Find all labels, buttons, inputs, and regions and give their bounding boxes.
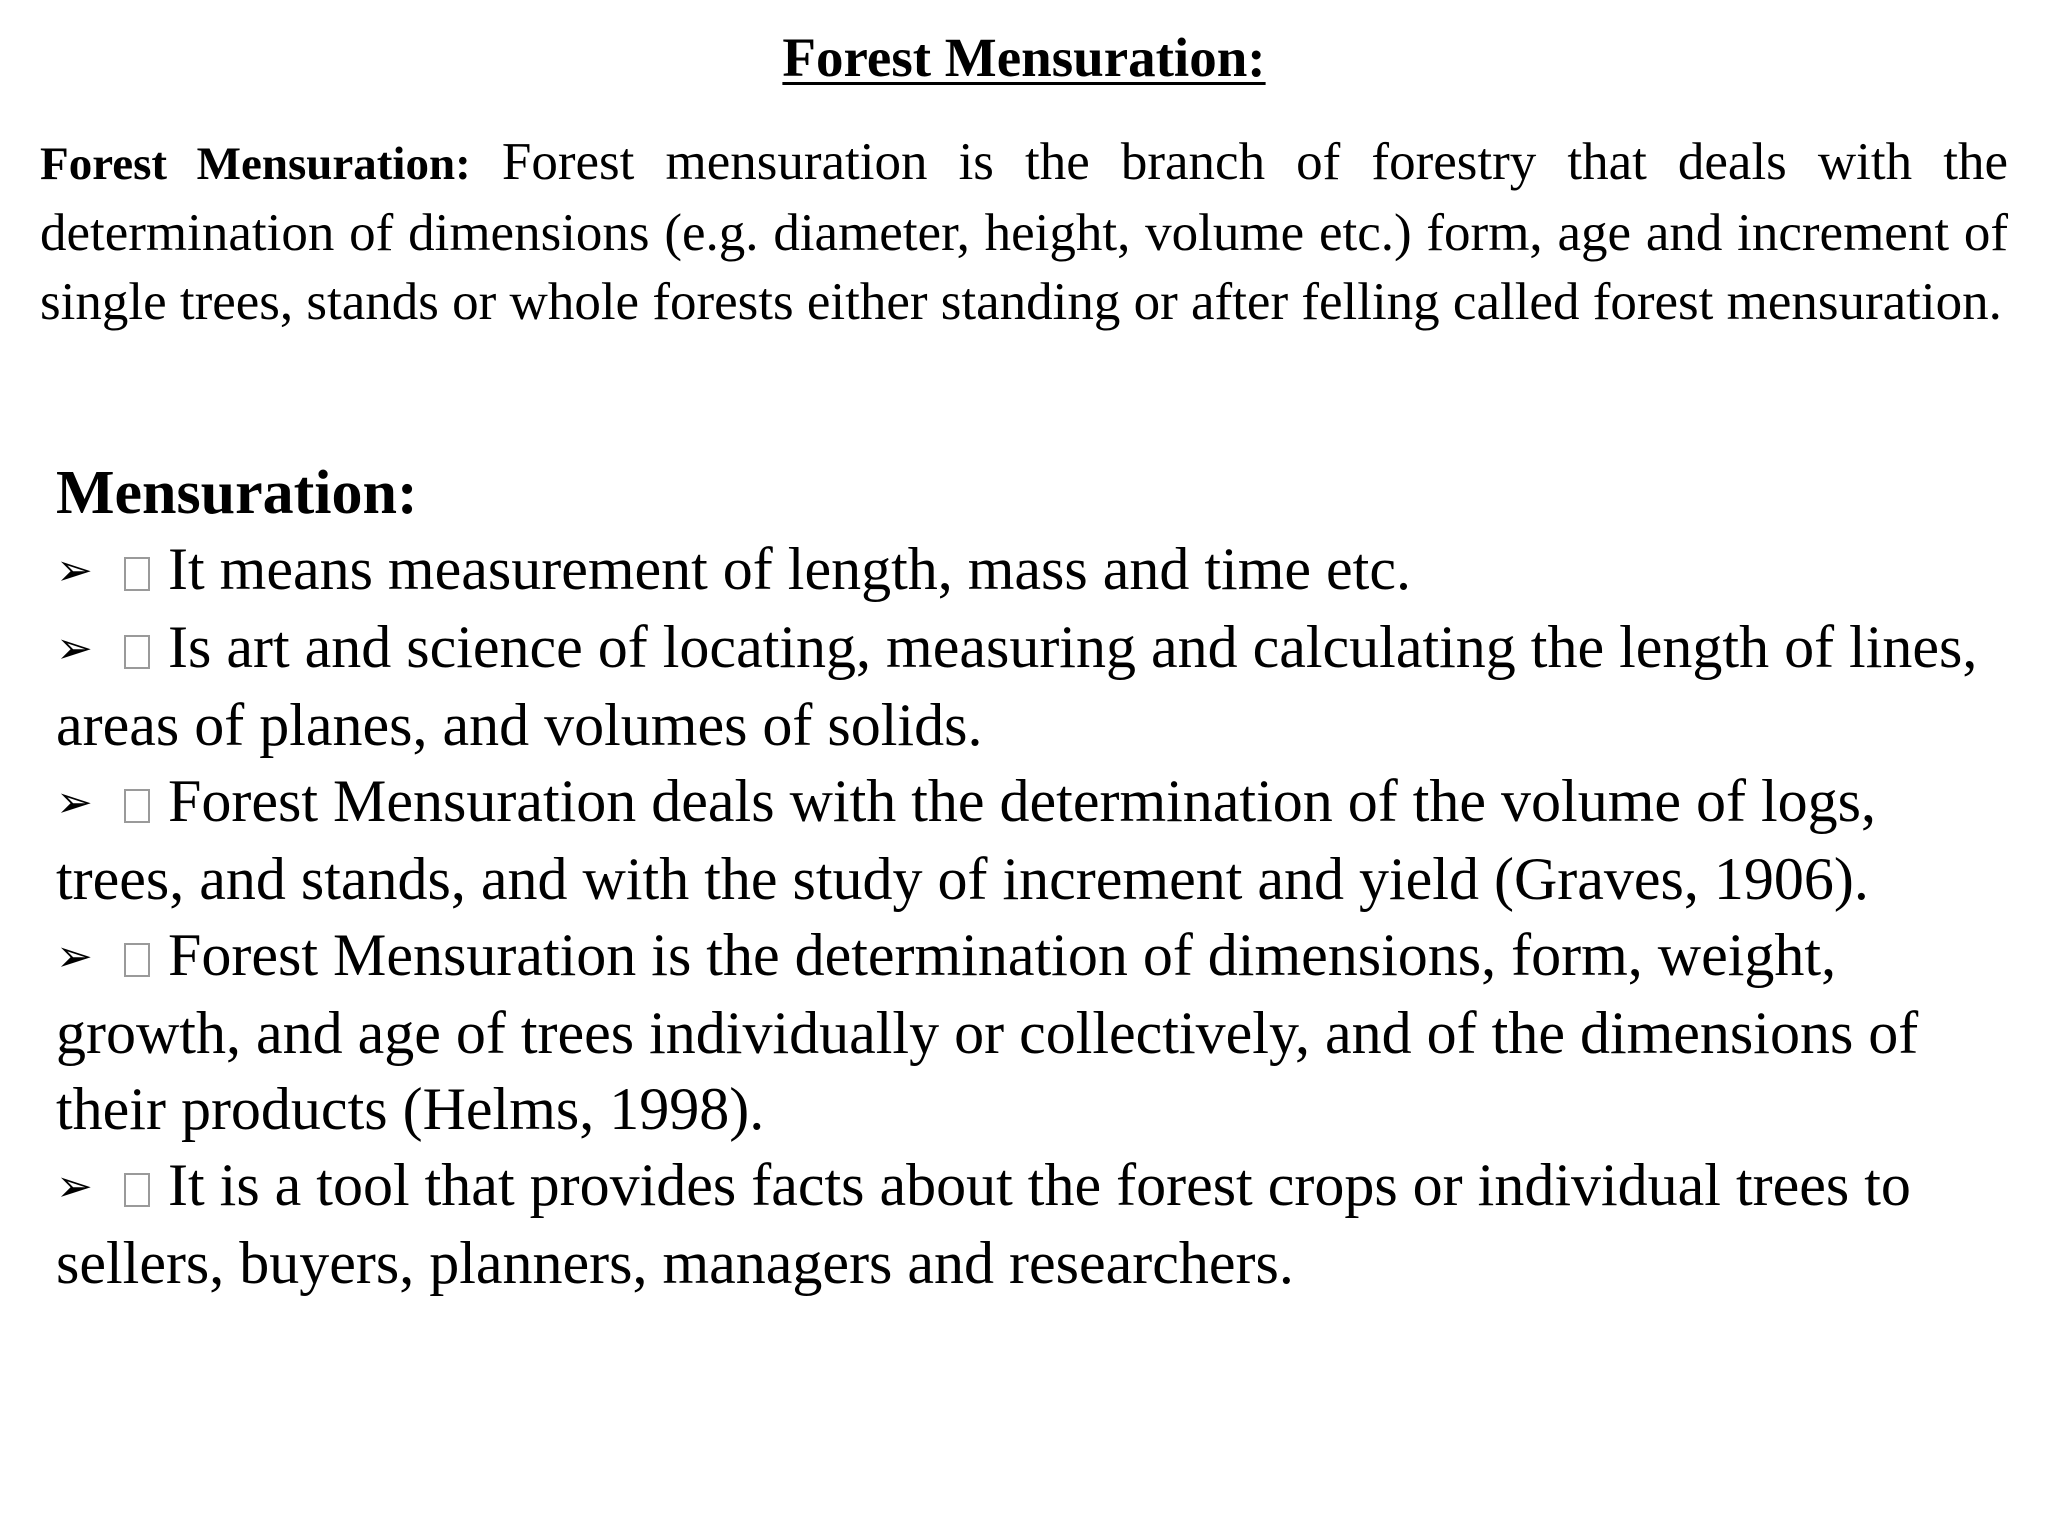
arrow-bullet-icon: ➢ (56, 1161, 93, 1212)
arrow-bullet-icon: ➢ (56, 931, 93, 982)
missing-glyph-box-icon (124, 943, 150, 977)
missing-glyph-box-icon (124, 557, 150, 591)
missing-glyph-box-icon (124, 635, 150, 669)
definition-term: Forest Mensuration: (40, 138, 471, 190)
bullet-text: Forest Mensuration is the determination of dimensions, form, weight, growth, and age of trees individually or collectively, and of the dimensions of their products (Helms, 1998). (56, 922, 1919, 1142)
list-item (56, 609, 2006, 763)
definition-paragraph (40, 128, 2008, 337)
arrow-bullet-icon: ➢ (56, 623, 93, 674)
mensuration-heading: Mensuration: (56, 459, 418, 527)
page-title-text: Forest Mensuration: (782, 27, 1266, 88)
list-item (56, 917, 2006, 1147)
mensuration-section (56, 455, 2006, 1301)
arrow-bullet-icon: ➢ (56, 545, 93, 596)
missing-glyph-box-icon (124, 1173, 150, 1207)
bullet-text: Forest Mensuration deals with the determination of the volume of logs, trees, and stands, and with the study of increment and yield (Graves, 1906). (56, 768, 1877, 912)
bullet-text: Is art and science of locating, measuring and calculating the length of lines, areas of planes, and volumes of solids. (56, 614, 1978, 758)
list-item (56, 1147, 2006, 1301)
arrow-bullet-icon: ➢ (56, 777, 93, 828)
list-item (56, 531, 2006, 609)
list-item (56, 763, 2006, 917)
page-title (0, 22, 2048, 94)
missing-glyph-box-icon (124, 789, 150, 823)
definition-text: Forest mensuration is the branch of forestry that deals with the determination of dimensions (e.g. diameter, height, volume etc.) form, age and increment of single trees, stands or whole forests either standing or after felling called forest mensuration. (40, 133, 2008, 331)
mensuration-bullet-list (56, 531, 2006, 1301)
bullet-text: It is a tool that provides facts about the forest crops or individual trees to sellers, buyers, planners, managers and researchers. (56, 1152, 1911, 1296)
bullet-text: It means measurement of length, mass and time etc. (168, 536, 1411, 602)
